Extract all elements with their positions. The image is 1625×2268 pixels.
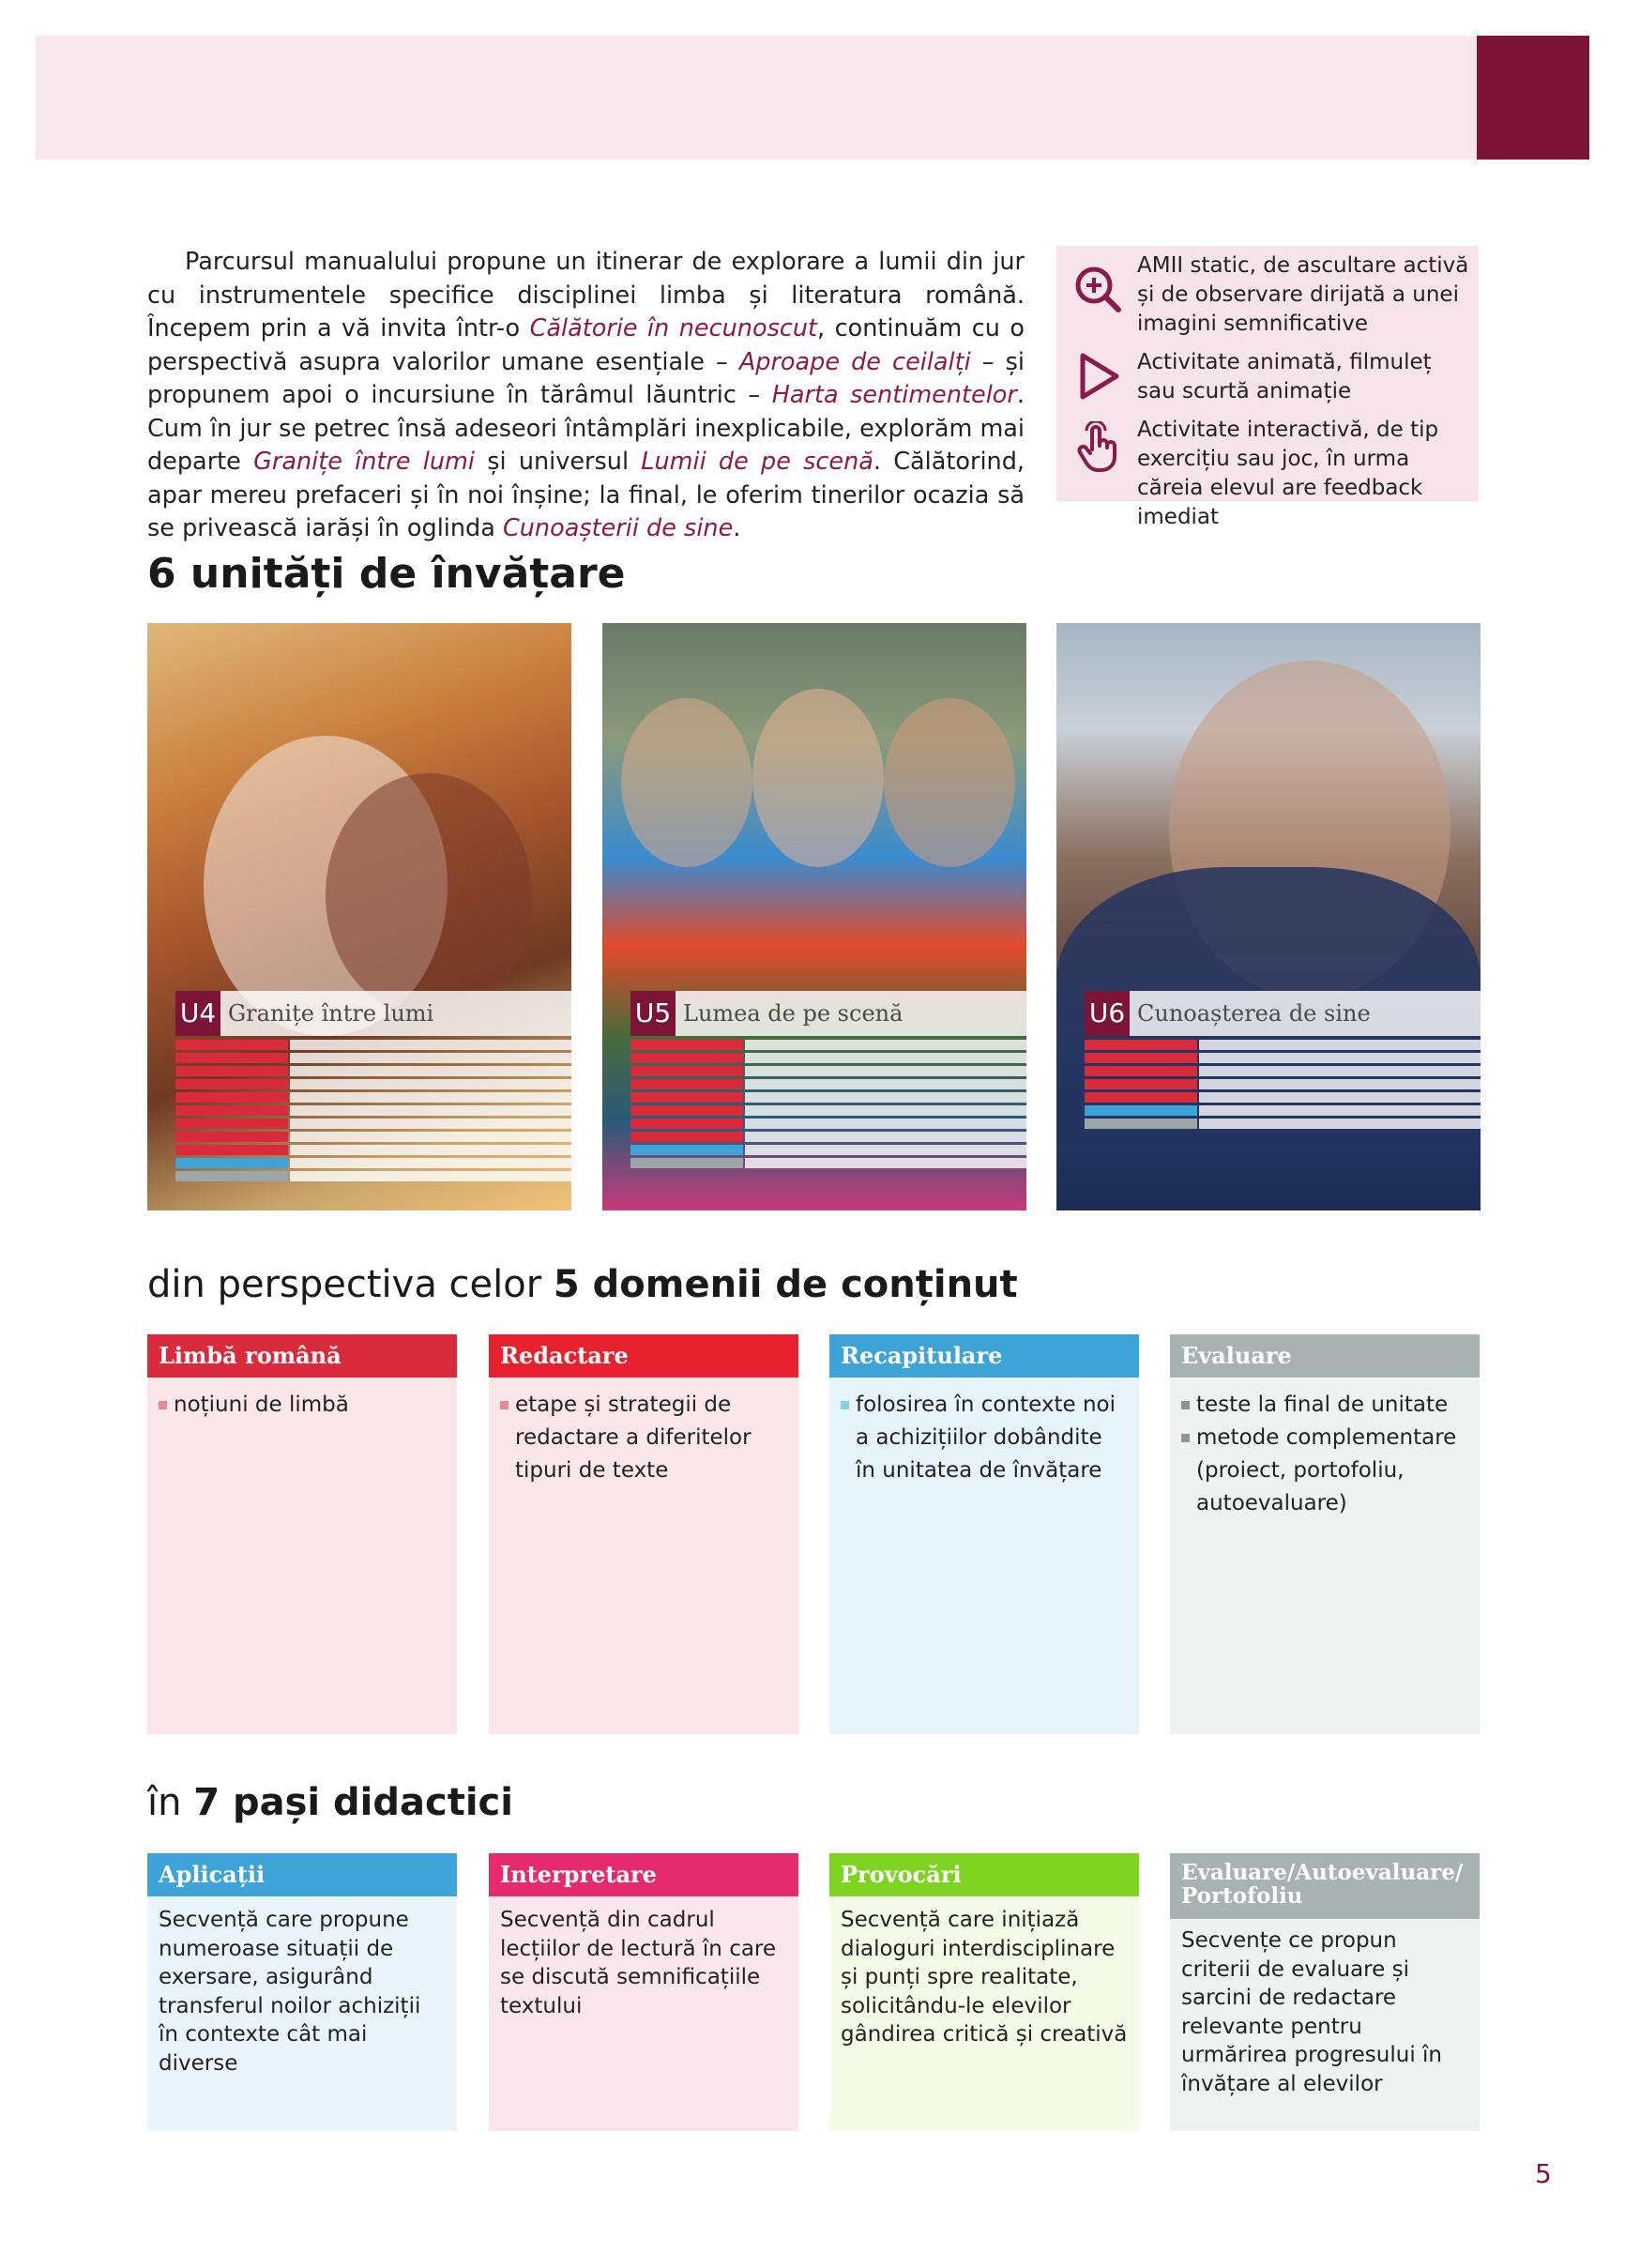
unit-title-bar: [1085, 991, 1481, 1036]
unit-toc-preview: [175, 1040, 571, 1184]
unit-link-cunoastere[interactable]: Cunoașterii de sine: [502, 514, 734, 542]
step-card-interpretare: [489, 1853, 798, 2131]
unit-toc-preview: [1085, 1040, 1481, 1132]
step-description: Secvență care inițiază dialoguri interdisciplinare și punți spre realitate, solicitându-le elevilor gândirea critică și creativă: [841, 1908, 1128, 2047]
unit-title: Cunoașterea de sine: [1137, 1000, 1371, 1027]
unit-link-aproape[interactable]: Aproape de ceilalți: [738, 347, 971, 376]
unit-title-bar: [630, 991, 1026, 1036]
page-number: 5: [1535, 2158, 1552, 2189]
domain-card-evaluare: [1170, 1334, 1480, 1734]
unit-card-u5[interactable]: [602, 623, 1026, 1210]
header-accent-square: [1477, 36, 1589, 160]
unit-number: U5: [630, 991, 676, 1036]
unit-number: U6: [1085, 991, 1130, 1036]
step-title: Aplicații: [147, 1853, 457, 1896]
step-card-evaluare-portofoliu: [1170, 1853, 1480, 2131]
header-band: [36, 36, 1477, 160]
step-title: Evaluare/Autoevaluare/ Portofoliu: [1170, 1853, 1480, 1919]
unit-number: U4: [175, 991, 220, 1036]
icon-legend: [1056, 246, 1479, 529]
play-triangle-icon: [1071, 350, 1124, 403]
unit-card-u4[interactable]: [147, 623, 571, 1210]
domains-heading: din perspectiva celor 5 domenii de conținut: [147, 1263, 1018, 1306]
domain-card-redactare: [489, 1334, 798, 1734]
intro-paragraph: Parcursul manualului propune un itinerar de explorare a lumii din jur cu instrumentele specifice disciplinei limba și literatura română. Începem prin a vă invita într-o Călătorie în necunoscut, continuăm cu o perspectivă asupra valorilor umane esențiale – Aproape de ceilalți – și propunem apoi o incursiune în tărâmul lăuntric – Harta sentimentelor. Cum în jur se petrec însă adeseori întâmplări inexplicabile, explorăm mai departe Granițe între lumi și universul Lumii de pe scenă. Călătorind, apar mereu prefaceri și în noi înșine; la final, le oferim tinerilor ocazia să se privească iarăși în oglinda Cunoașterii de sine.: [147, 248, 1025, 542]
unit-title-bar: [175, 991, 571, 1036]
step-card-provocari: [829, 1853, 1139, 2131]
magnifier-plus-icon: [1071, 263, 1124, 315]
unit-toc-preview: [630, 1040, 1026, 1171]
steps-heading: în 7 pași didactici: [147, 1781, 513, 1824]
photo-three-kids: [621, 698, 752, 867]
domain-card-recapitulare: [829, 1334, 1139, 1734]
unit-card-u6[interactable]: [1056, 623, 1481, 1210]
domain-title: Recapitulare: [829, 1334, 1139, 1378]
hand-pointer-icon: [1071, 421, 1124, 474]
unit-title: Granițe între lumi: [228, 1000, 434, 1027]
step-title: Provocări: [829, 1853, 1139, 1896]
step-description: Secvențe ce propun criterii de evaluare și sarcini de redactare relevante pentru urmărirea progresului în învățare al elevilor: [1181, 1928, 1442, 2096]
unit-link-lumea[interactable]: Lumii de pe scenă: [641, 448, 873, 476]
step-description: Secvență care propune numeroase situații de exersare, asigurând transferul noilor achiziții în contexte cât mai diverse: [159, 1908, 421, 2076]
unit-link-harta[interactable]: Harta sentimentelor: [771, 381, 1017, 409]
legend-item-interactive: Activitate interactivă, de tip exercițiu sau joc, în urma căreia elevul are feedback imediat: [1137, 416, 1469, 532]
domain-item: metode complementare (proiect, portofoliu, autoevaluare): [1196, 1422, 1468, 1520]
legend-item-animated: Activitate animată, filmuleț sau scurtă animație: [1137, 348, 1469, 406]
domain-title: Limbă română: [147, 1334, 457, 1378]
domain-item: noțiuni de limbă: [174, 1389, 446, 1422]
step-card-aplicatii: [147, 1853, 457, 2131]
domain-item: etape și strategii de redactare a diferitelor tipuri de texte: [515, 1389, 787, 1487]
domain-item: teste la final de unitate: [1196, 1389, 1468, 1422]
unit-link-granite[interactable]: Granițe între lumi: [253, 448, 475, 476]
domain-title: Redactare: [489, 1334, 798, 1378]
units-heading: 6 unități de învățare: [147, 550, 626, 598]
domain-item: folosirea în contexte noi a achizițiilor dobândite în unitatea de învățare: [856, 1389, 1128, 1487]
step-description: Secvență din cadrul lecțiilor de lectură în care se discută semnificațiile textului: [500, 1908, 777, 2018]
unit-title: Lumea de pe scenă: [683, 1000, 904, 1027]
unit-link-calatorie[interactable]: Călătorie în necunoscut: [529, 314, 818, 342]
legend-item-static: AMII static, de ascultare activă și de observare dirijată a unei imagini semnificative: [1137, 251, 1469, 339]
domain-title: Evaluare: [1170, 1334, 1480, 1378]
step-title: Interpretare: [489, 1853, 798, 1896]
domain-card-limba-romana: [147, 1334, 457, 1734]
